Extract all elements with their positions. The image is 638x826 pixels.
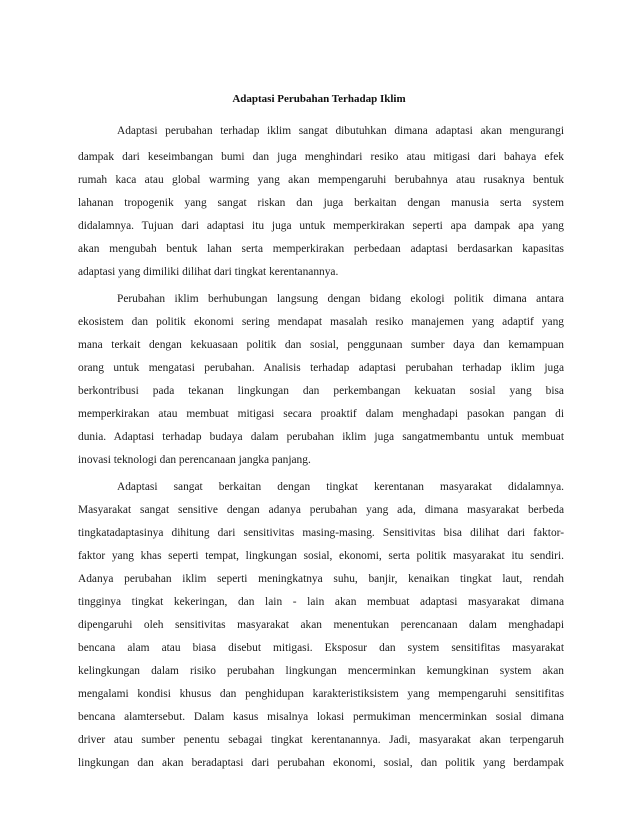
paragraph-3-line-2: Masyarakat sangat sensitive dengan adanya perubahan yang ada, dimana masyarakat berbeda: [78, 504, 564, 516]
paragraph-3-line-3: tingkatadaptasinya dihitung dari sensitivitas masing-masing. Sensitivitas bisa dilihat dari faktor-: [78, 527, 564, 539]
document-title: Adaptasi Perubahan Terhadap Iklim: [232, 93, 406, 105]
paragraph-2-line-2: ekosistem dan politik ekonomi sering mendapat masalah resiko manajemen yang adaptif yang: [78, 316, 564, 328]
paragraph-1-line-3: rumah kaca atau global warming yang akan mempengaruhi berubahnya atau rusaknya bentuk: [78, 174, 564, 186]
paragraph-3-line-1: Adaptasi sangat berkaitan dengan tingkat kerentanan masyarakat didalamnya.: [117, 481, 564, 493]
paragraph-2-line-7: dunia. Adaptasi terhadap budaya dalam perubahan iklim juga sangatmembantu untuk membuat: [78, 431, 564, 443]
paragraph-3-line-4: faktor yang khas seperti tempat, lingkungan sosial, ekonomi, serta politik masyarakat itu sendiri.: [78, 550, 564, 562]
paragraph-2-line-8: inovasi teknologi dan perencanaan jangka panjang.: [78, 454, 311, 466]
paragraph-3-line-5: Adanya perubahan iklim seperti meningkatnya suhu, banjir, kenaikan tingkat laut, rendah: [78, 573, 564, 585]
paragraph-3-line-12: driver atau sumber penentu sebagai tingkat kerentanannya. Jadi, masyarakat akan terpengaruh: [78, 734, 564, 746]
paragraph-1-line-1: Adaptasi perubahan terhadap iklim sangat dibutuhkan dimana adaptasi akan mengurangi: [117, 125, 564, 137]
paragraph-1-line-7: adaptasi yang dimiliki dilihat dari tingkat kerentanannya.: [78, 266, 339, 278]
paragraph-1-line-6: akan mengubah bentuk lahan serta memperkirakan perbedaan adaptasi berdasarkan kapasitas: [78, 243, 564, 255]
paragraph-3-line-9: kelingkungan dalam risiko perubahan lingkungan mencerminkan kemungkinan system akan: [78, 665, 564, 677]
paragraph-1-line-2: dampak dari keseimbangan bumi dan juga menghindari resiko atau mitigasi dari bahaya efek: [78, 151, 564, 163]
paragraph-2-line-1: Perubahan iklim berhubungan langsung dengan bidang ekologi politik dimana antara: [117, 293, 564, 305]
paragraph-2-line-3: mana terkait dengan kekuasaan politik dan sosial, penggunaan sumber daya dan kemampuan: [78, 339, 564, 351]
paragraph-2-line-5: berkontribusi pada tekanan lingkungan dan perkembangan kekuatan sosial yang bisa: [78, 385, 564, 397]
paragraph-3-line-10: mengalami kondisi khusus dan penghidupan karakteristiksistem yang mempengaruhi sensitifitas: [78, 688, 564, 700]
paragraph-1-line-4: lahanan tropogenik yang sangat riskan dan juga berkaitan dengan manusia serta system: [78, 197, 564, 209]
paragraph-3-line-8: bencana alam atau biasa disebut mitigasi. Eksposur dan system sensitifitas masyarakat: [78, 642, 564, 654]
paragraph-3-line-6: tingginya tingkat kekeringan, dan lain - lain akan membuat adaptasi masyarakat dimana: [78, 596, 564, 608]
paragraph-1-line-5: didalamnya. Tujuan dari adaptasi itu juga untuk memperkirakan seperti apa dampak apa yang: [78, 220, 564, 232]
paragraph-3-line-7: dipengaruhi oleh sensitivitas masyarakat akan menentukan perencanaan dalam menghadapi: [78, 619, 564, 631]
paragraph-3-line-13: lingkungan dan akan beradaptasi dari perubahan ekonomi, sosial, dan politik yang berdampak: [78, 757, 564, 769]
paragraph-2-line-6: memperkirakan atau membuat mitigasi secara proaktif dalam menghadapi pasokan pangan di: [78, 408, 564, 420]
paragraph-3-line-11: bencana alamtersebut. Dalam kasus misalnya lokasi permukiman mencerminkan sosial dimana: [78, 711, 564, 723]
paragraph-2-line-4: orang untuk mengatasi perubahan. Analisis terhadap adaptasi perubahan terhadap iklim juga: [78, 362, 564, 374]
